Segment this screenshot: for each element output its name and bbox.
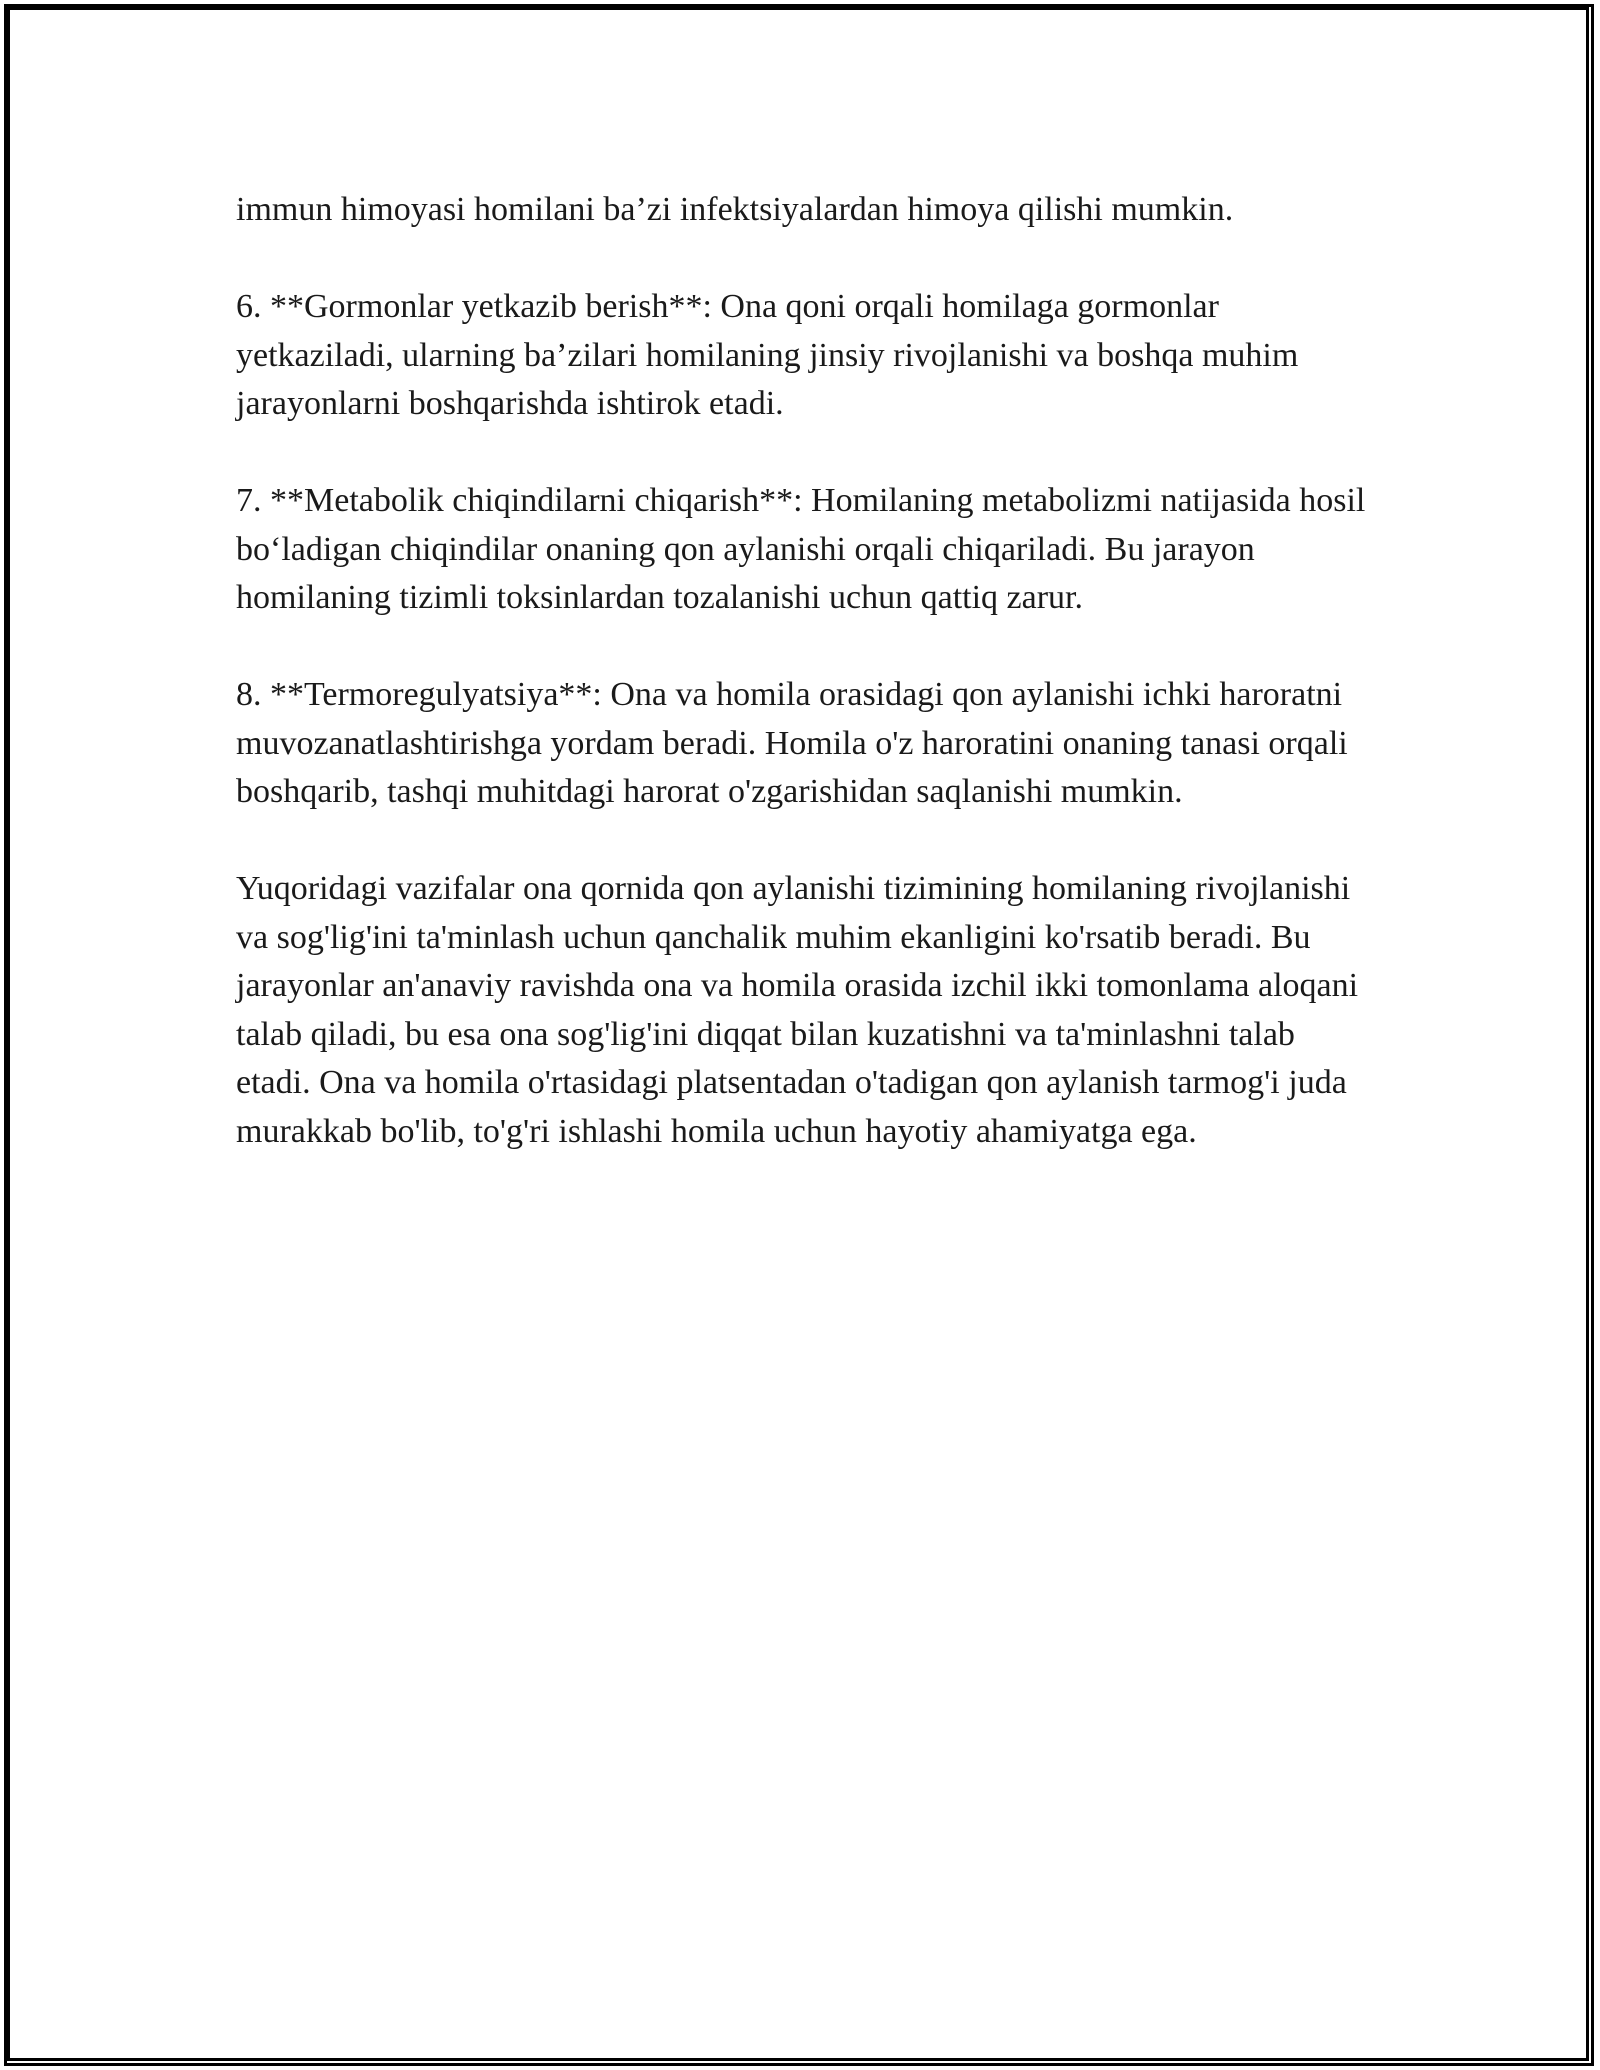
document-body (236, 186, 1376, 1205)
paragraph-metabolic-waste: 7. **Metabolik chiqindilarni chiqarish**: Homilaning metabolizmi natijasida hosil bo‘ladigan chiqindilar onaning qon aylanishi orqali chiqariladi. Bu jarayon homilaning tizimli toksinlardan tozalanishi uchun qattiq zarur. (236, 482, 1366, 616)
paragraph-hormone-delivery: 6. **Gormonlar yetkazib berish**: Ona qoni orqali homilaga gormonlar yetkaziladi, ularning ba’zilari homilaning jinsiy rivojlanishi va boshqa muhim jarayonlarni boshqarishda ishtirok etadi. (236, 288, 1299, 422)
paragraph-immune-continuation: immun himoyasi homilani ba’zi infektsiyalardan himoya qilishi mumkin. (236, 191, 1234, 228)
paragraph-conclusion: Yuqoridagi vazifalar ona qornida qon aylanishi tizimining homilaning rivojlanishi va sog'lig'ini ta'minlash uchun qanchalik muhim ekanligini ko'rsatib beradi. Bu jarayonlar an'anaviy ravishda ona va homila orasida izchil ikki tomonlama aloqani talab qiladi, bu esa ona sog'lig'ini diqqat bilan kuzatishni va ta'minlashni talab etadi. Ona va homila o'rtasidagi platsentadan o'tadigan qon aylanish tarmog'i juda murakkab bo'lib, to'g'ri ishlashi homila uchun hayotiy ahamiyatga ega. (236, 870, 1359, 1150)
paragraph-thermoregulation: 8. **Termoregulyatsiya**: Ona va homila orasidagi qon aylanishi ichki haroratni muvozanatlashtirishga yordam beradi. Homila o'z haroratini onaning tanasi orqali boshqarib, tashqi muhitdagi harorat o'zgarishidan saqlanishi mumkin. (236, 676, 1348, 810)
